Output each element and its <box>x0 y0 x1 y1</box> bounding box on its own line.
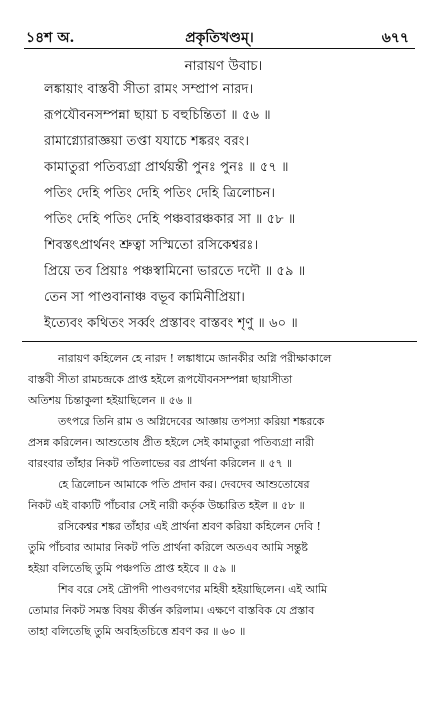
page-number: ৬৭৭ <box>381 30 409 46</box>
page-title: প্রকৃতিখণ্ডম্। <box>185 30 254 46</box>
verse-line: রূপযৌবনসম্পন্না ছায়া চ বহুচিন্তিতা ॥ ৫৬ ॥ <box>44 108 271 123</box>
verse-line: পতিং দেহি পতিং দেহি পঞ্চবারঞ্চকার সা ॥ ৫৮ ॥ <box>44 212 296 227</box>
commentary-line: শিব বরে সেই দ্রৌপদী পাণ্ডবগণের মহিষী হইয়াছিলেন। এই আমি <box>58 583 328 596</box>
commentary-line: রসিকেশ্বর শঙ্কর তাঁহার এই প্রার্থনা শ্রবণ করিয়া কহিলেন দেবি ! <box>58 520 321 533</box>
commentary-line: তুমি পাঁচবার আমার নিকট পতি প্রার্থনা করিলে অতএব আমি সন্তুষ্ট <box>28 541 308 554</box>
commentary-line: নারায়ণ কহিলেন হে নারদ ! লঙ্কাধামে জানকীর অগ্নি পরীক্ষাকালে <box>58 352 332 365</box>
commentary-line: হে ত্রিলোচন আমাকে পতি প্রদান কর। দেবদেব আশুতোষের <box>58 478 310 491</box>
verse-line: শিবস্তৎপ্রার্থনং শ্রুত্বা সস্মিতো রসিকেশ্বরঃ। <box>44 238 259 253</box>
section-divider <box>22 341 417 342</box>
chapter-label: ১৪শ অ. <box>26 30 75 46</box>
verse-line: প্রিয়ে তব প্রিয়াঃ পঞ্চস্বামিনো ভারতে দদৌ ॥ ৫৯ ॥ <box>44 264 306 279</box>
commentary-line: নিকট এই বাক্যটি পাঁচবার সেই নারী কর্তৃক উচ্চারিত হইল ॥ ৫৮ ॥ <box>28 499 305 512</box>
commentary-line: বারংবার তাঁহার নিকট পতিলাভের বর প্রার্থনা করিলেন ॥ ৫৭ ॥ <box>28 457 293 470</box>
commentary-line: প্রসন্ন করিলেন। আশুতোষ প্রীত হইলে সেই কামাতুরা পতিব্যগ্রা নারী <box>28 436 315 449</box>
page-header <box>22 26 417 48</box>
verse-line: তেন সা পাণ্ডবানাঞ্চ বভূব কামিনীপ্রিয়া। <box>44 290 245 305</box>
verse-line: লঙ্কায়াং বাস্তবী সীতা রামং সম্প্রাপ নারদ। <box>44 82 254 97</box>
commentary-line: হইয়া বলিতেছি তুমি পঞ্চপতি প্রাপ্ত হইবে ॥ ৫৯ ॥ <box>28 562 236 575</box>
commentary-line: অতিশয় চিন্তাকুলা হইয়াছিলেন ॥ ৫৬ ॥ <box>28 394 193 407</box>
verse-line: রামাগ্ন্যোরাজ্ঞয়া তপ্তা যযাচে শঙ্করং বরং। <box>44 134 250 149</box>
verse-line: কামাতুরা পতিব্যগ্রা প্রার্থয়ন্তী পুনঃ পুনঃ ॥ ৫৭ ॥ <box>44 160 289 175</box>
commentary-line: তোমার নিকট সমস্ত বিষয় কীর্ত্তন করিলাম। এক্ষণে বাস্তবিক যে প্রস্তাব <box>28 604 315 617</box>
commentary-line: বাস্তবী সীতা রামচন্দ্রকে প্রাপ্ত হইলে রূপযৌবনসম্পন্না ছায়াসীতা <box>28 373 293 386</box>
bengali-commentary <box>28 348 413 642</box>
sanskrit-verses <box>44 77 411 337</box>
verse-heading: নারায়ণ উবাচ। <box>184 58 263 74</box>
commentary-line: তৎপরে তিনি রাম ও অগ্নিদেবের আজ্ঞায় তপস্যা করিয়া শঙ্করকে <box>58 415 325 428</box>
commentary-line: তাহা বলিতেছি তুমি অবহিতচিত্তে শ্রবণ কর ॥ ৬০ ॥ <box>28 625 246 638</box>
verse-line: ইত্যেবং কথিতং সর্ব্বং প্রস্তাবং বাস্তবং শৃণু ॥ ৬০ ॥ <box>44 316 298 331</box>
verse-line: পতিং দেহি পতিং দেহি পতিং দেহি ত্রিলোচন। <box>44 186 276 201</box>
